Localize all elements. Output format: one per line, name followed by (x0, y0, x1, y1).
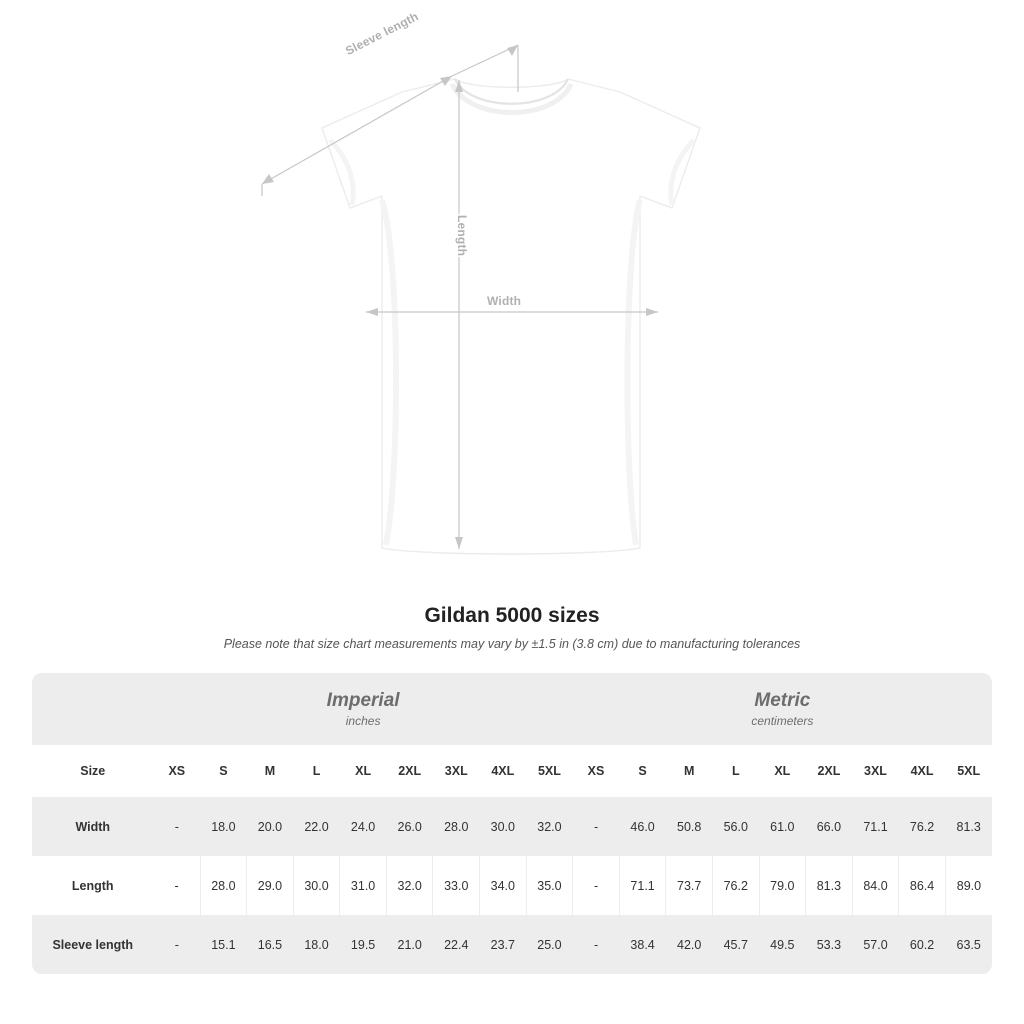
cell-sleeve-metric-m: 42.0 (666, 915, 713, 974)
cell-sleeve-metric-xs: - (573, 915, 620, 974)
cell-width-imperial-s: 18.0 (200, 797, 247, 856)
cell-sleeve-imperial-xl: 19.5 (340, 915, 387, 974)
row-label-width: Width (32, 797, 154, 856)
cell-length-metric-xs: - (573, 856, 620, 915)
size-header-metric-xs: XS (573, 745, 620, 797)
size-header-cell: Size (32, 745, 154, 797)
unit-name-metric: Metric (754, 689, 811, 711)
unit-header-metric (573, 673, 992, 745)
cell-length-imperial-l: 30.0 (293, 856, 340, 915)
cell-length-metric-4xl: 86.4 (899, 856, 946, 915)
cell-sleeve-imperial-s: 15.1 (200, 915, 247, 974)
cell-sleeve-imperial-xs: - (154, 915, 201, 974)
cell-width-imperial-3xl: 28.0 (433, 797, 480, 856)
size-header-imperial-xl: XL (340, 745, 387, 797)
cell-width-metric-s: 46.0 (619, 797, 666, 856)
cell-width-imperial-4xl: 30.0 (480, 797, 527, 856)
cell-width-metric-l: 56.0 (712, 797, 759, 856)
size-header-metric-5xl: 5XL (945, 745, 992, 797)
cell-sleeve-metric-5xl: 63.5 (945, 915, 992, 974)
table-row (32, 856, 992, 915)
cell-sleeve-imperial-m: 16.5 (247, 915, 294, 974)
size-header-imperial-3xl: 3XL (433, 745, 480, 797)
size-header-metric-3xl: 3XL (852, 745, 899, 797)
title-block (0, 604, 1024, 651)
cell-sleeve-metric-l: 45.7 (712, 915, 759, 974)
cell-width-metric-xs: - (573, 797, 620, 856)
cell-width-imperial-m: 20.0 (247, 797, 294, 856)
tolerance-note: Please note that size chart measurements may vary by ±1.5 in (3.8 cm) due to manufacturing tolerances (223, 637, 801, 651)
size-header-imperial-s: S (200, 745, 247, 797)
cell-sleeve-metric-3xl: 57.0 (852, 915, 899, 974)
cell-length-metric-3xl: 84.0 (852, 856, 899, 915)
row-label-length: Length (32, 856, 154, 915)
size-header-metric-m: M (666, 745, 713, 797)
unit-name-imperial: Imperial (326, 689, 400, 711)
cell-width-imperial-2xl: 26.0 (386, 797, 433, 856)
unit-header-imperial (154, 673, 573, 745)
size-header-metric-4xl: 4XL (899, 745, 946, 797)
cell-width-metric-2xl: 66.0 (806, 797, 853, 856)
cell-width-imperial-5xl: 32.0 (526, 797, 573, 856)
cell-width-imperial-xl: 24.0 (340, 797, 387, 856)
cell-length-imperial-4xl: 34.0 (480, 856, 527, 915)
size-header-metric-s: S (619, 745, 666, 797)
cell-sleeve-imperial-2xl: 21.0 (386, 915, 433, 974)
cell-length-metric-l: 76.2 (712, 856, 759, 915)
cell-length-metric-2xl: 81.3 (806, 856, 853, 915)
cell-sleeve-imperial-l: 18.0 (293, 915, 340, 974)
cell-length-imperial-xl: 31.0 (340, 856, 387, 915)
cell-length-metric-xl: 79.0 (759, 856, 806, 915)
cell-width-metric-3xl: 71.1 (852, 797, 899, 856)
cell-length-imperial-xs: - (154, 856, 201, 915)
cell-length-imperial-5xl: 35.0 (526, 856, 573, 915)
size-header-metric-l: L (712, 745, 759, 797)
unit-header-row (32, 673, 992, 745)
size-header-imperial-4xl: 4XL (480, 745, 527, 797)
size-table (32, 673, 992, 974)
size-header-imperial-5xl: 5XL (526, 745, 573, 797)
unit-header-spacer (32, 673, 154, 745)
size-header-imperial-2xl: 2XL (386, 745, 433, 797)
row-label-sleeve-length: Sleeve length (32, 915, 154, 974)
size-header-row (32, 745, 992, 797)
cell-length-imperial-s: 28.0 (200, 856, 247, 915)
cell-sleeve-imperial-3xl: 22.4 (433, 915, 480, 974)
size-header-imperial-m: M (247, 745, 294, 797)
cell-width-metric-m: 50.8 (666, 797, 713, 856)
cell-sleeve-metric-2xl: 53.3 (806, 915, 853, 974)
cell-length-metric-m: 73.7 (666, 856, 713, 915)
tshirt-shape (322, 79, 700, 554)
cell-width-imperial-l: 22.0 (293, 797, 340, 856)
cell-width-metric-xl: 61.0 (759, 797, 806, 856)
cell-width-imperial-xs: - (154, 797, 201, 856)
size-header-imperial-xs: XS (154, 745, 201, 797)
size-header-metric-2xl: 2XL (806, 745, 853, 797)
size-table-container (32, 673, 992, 974)
sleeve-length-label: Sleeve length (340, 7, 424, 60)
table-row (32, 797, 992, 856)
size-header-imperial-l: L (293, 745, 340, 797)
unit-sub-metric: centimeters (751, 714, 814, 729)
size-header-metric-xl: XL (759, 745, 806, 797)
cell-sleeve-metric-s: 38.4 (619, 915, 666, 974)
width-label: Width (484, 293, 524, 309)
unit-sub-imperial: inches (345, 714, 381, 729)
cell-width-metric-5xl: 81.3 (945, 797, 992, 856)
length-label: Length (452, 214, 472, 257)
page-title: Gildan 5000 sizes (424, 604, 600, 627)
cell-sleeve-metric-xl: 49.5 (759, 915, 806, 974)
cell-sleeve-metric-4xl: 60.2 (899, 915, 946, 974)
cell-width-metric-4xl: 76.2 (899, 797, 946, 856)
cell-length-imperial-m: 29.0 (247, 856, 294, 915)
table-row (32, 915, 992, 974)
cell-sleeve-imperial-5xl: 25.0 (526, 915, 573, 974)
cell-length-imperial-2xl: 32.0 (386, 856, 433, 915)
cell-length-metric-5xl: 89.0 (945, 856, 992, 915)
cell-length-imperial-3xl: 33.0 (433, 856, 480, 915)
cell-length-metric-s: 71.1 (619, 856, 666, 915)
cell-sleeve-imperial-4xl: 23.7 (480, 915, 527, 974)
